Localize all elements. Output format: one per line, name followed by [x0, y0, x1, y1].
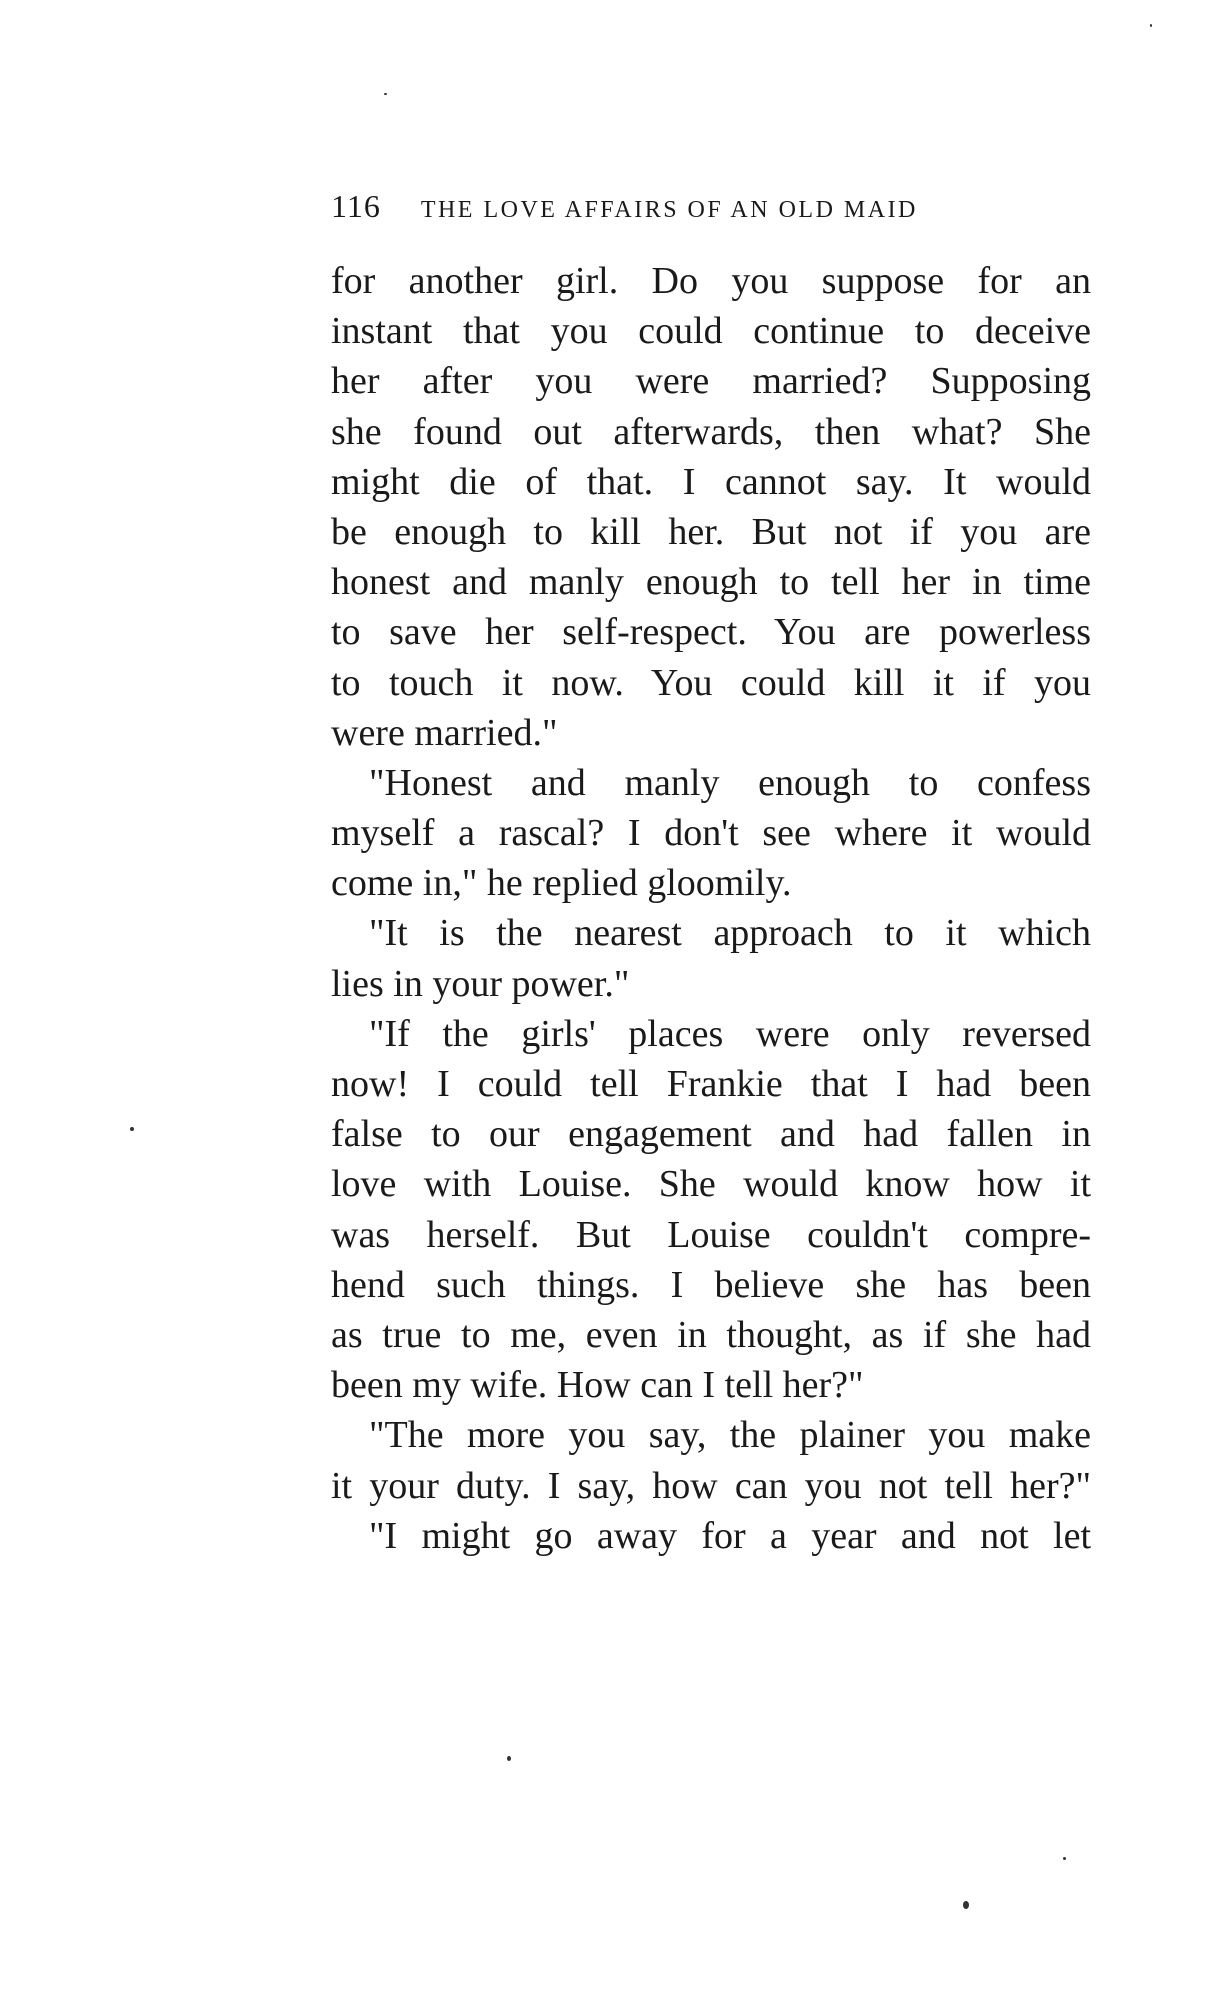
text-line: hend such things. I believe she has been	[331, 1263, 1091, 1306]
scan-speck	[384, 93, 387, 95]
text-line: false to our engagement and had fallen in	[331, 1113, 1091, 1156]
scan-speck	[507, 1756, 511, 1761]
text-line: myself a rascal? I don't see where it would	[331, 812, 1091, 855]
text-line: honest and manly enough to tell her in time	[331, 561, 1091, 604]
text-line: was herself. But Louise couldn't compre-	[331, 1213, 1091, 1256]
text-line: "I might go away for a year and not let	[369, 1514, 1091, 1557]
text-line: "If the girls' places were only reversed	[369, 1012, 1091, 1055]
text-line: instant that you could continue to deceive	[331, 310, 1091, 353]
text-line: for another girl. Do you suppose for an	[331, 260, 1091, 302]
text-line: now! I could tell Frankie that I had been	[331, 1063, 1091, 1105]
text-line: were married."	[331, 711, 558, 754]
scan-speck	[963, 1901, 969, 1909]
text-line: it your duty. I say, how can you not tell her?"	[331, 1464, 1091, 1507]
text-line: to save her self-respect. You are powerless	[331, 611, 1091, 654]
text-line: be enough to kill her. But not if you are	[331, 510, 1091, 553]
body-text	[331, 256, 1091, 1561]
scan-speck	[1150, 24, 1152, 27]
text-line: she found out afterwards, then what? She	[331, 410, 1091, 453]
text-line: might die of that. I cannot say. It would	[331, 460, 1091, 503]
text-line: been my wife. How can I tell her?"	[331, 1364, 864, 1407]
running-title: THE LOVE AFFAIRS OF AN OLD MAID	[420, 197, 918, 223]
text-line: "It is the nearest approach to it which	[369, 912, 1091, 955]
text-line: as true to me, even in thought, as if she had	[331, 1313, 1091, 1356]
text-line: "The more you say, the plainer you make	[369, 1414, 1091, 1457]
text-line: her after you were married? Supposing	[331, 360, 1091, 403]
text-line: to touch it now. You could kill it if you	[331, 661, 1091, 704]
text-line: "Honest and manly enough to confess	[369, 761, 1091, 804]
page-header	[331, 188, 1091, 228]
text-line: love with Louise. She would know how it	[331, 1163, 1091, 1206]
text-line: lies in your power."	[331, 962, 630, 1005]
scan-speck	[1063, 1857, 1066, 1860]
scan-speck	[130, 1127, 134, 1131]
text-line: come in," he replied gloomily.	[331, 862, 792, 905]
page-number: 116	[331, 188, 381, 224]
